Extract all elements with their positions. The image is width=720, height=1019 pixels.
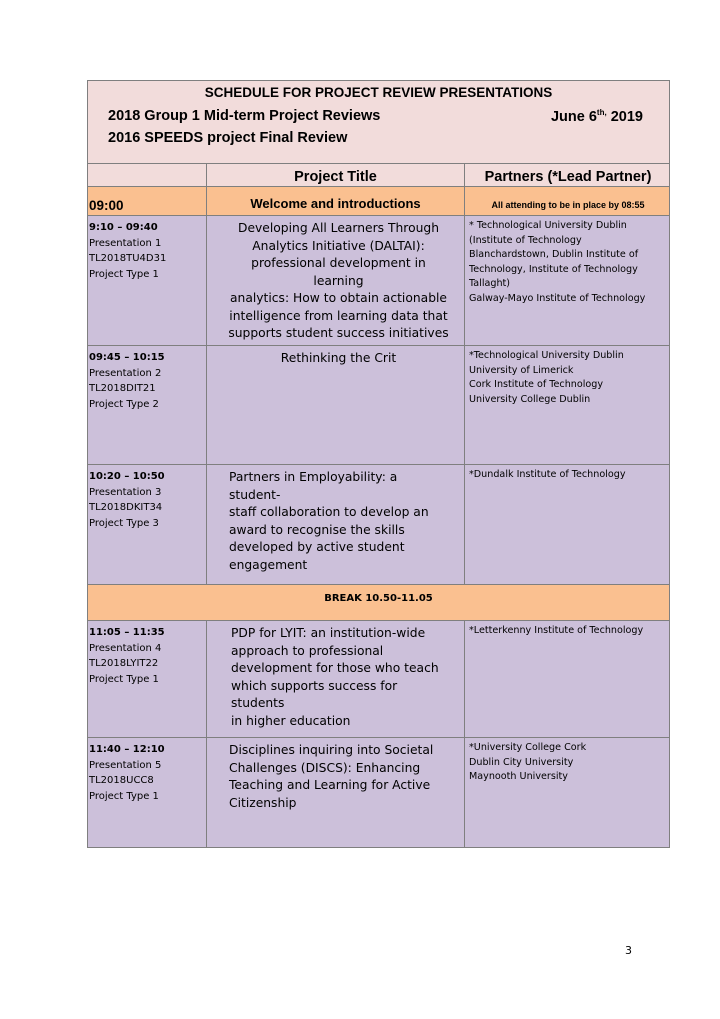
presentation-meta [89,742,165,804]
presentation-row [87,738,670,848]
project-type: Project Type 2 [89,398,159,410]
project-title: PDP for LYIT: an institution-wide approach to professional development for those who teach which supports success for students in higher education [231,626,439,728]
presentation-number: Presentation 2 [89,367,162,379]
project-title: Disciplines inquiring into Societal Challenges (DISCS): Enhancing Teaching and Learning for Active Citizenship [229,743,434,810]
presentation-number: Presentation 4 [89,642,162,654]
welcome-time: 09:00 [89,198,124,213]
presentation-time: 10:20 – 10:50 [89,471,165,482]
project-code: TL2018LYIT22 [89,658,159,669]
presentation-number: Presentation 5 [89,759,162,771]
project-type: Project Type 1 [89,268,159,280]
schedule-table [87,80,670,848]
project-partners: *University College Cork Dublin City University Maynooth University [469,742,587,782]
project-partners: *Technological University Dublin University of Limerick Cork Institute of Technology University College Dublin [469,350,624,405]
project-code: TL2018DIT21 [89,383,156,394]
column-header-partners: Partners (*Lead Partner) [484,169,652,185]
project-title: Partners in Employability: a student- staff collaboration to develop an award to recognise the skills developed by active student engagement [229,470,429,572]
presentation-row [87,465,670,585]
welcome-row [87,187,670,216]
attendance-note: All attending to be in place by 08:55 [491,200,645,210]
review-line-1: 2018 Group 1 Mid-term Project Reviews [108,108,381,124]
project-code: TL2018DKIT34 [89,502,163,513]
break-row [87,585,670,621]
presentation-time: 9:10 – 09:40 [89,222,158,233]
project-title: Developing All Learners Through Analytics Initiative (DALTAI): professional development in learning analytics: How to obtain actionable intelligence from learning data that supports student success initiatives [228,221,449,340]
presentation-number: Presentation 3 [89,486,162,498]
presentation-meta [89,350,165,412]
schedule-header [87,80,670,164]
project-partners: *Letterkenny Institute of Technology [469,625,644,636]
page-number: 3 [625,944,632,957]
column-header-row [87,164,670,187]
project-partners: *Dundalk Institute of Technology [469,469,626,480]
project-type: Project Type 1 [89,673,159,685]
column-header-partners-cell [465,164,671,186]
presentation-number: Presentation 1 [89,237,162,249]
project-code: TL2018TU4D31 [89,253,167,264]
presentation-meta [89,469,165,531]
presentation-row [87,346,670,465]
presentation-time: 11:05 – 11:35 [89,627,165,638]
column-header-time [88,164,207,186]
column-header-title-cell [207,164,465,186]
presentation-time: 11:40 – 12:10 [89,744,165,755]
presentation-meta [89,625,165,687]
project-code: TL2018UCC8 [89,775,154,786]
presentation-meta [89,220,166,282]
column-header-title: Project Title [294,169,377,185]
schedule-title: SCHEDULE FOR PROJECT REVIEW PRESENTATIONS [204,85,553,100]
break-label: BREAK 10.50-11.05 [324,593,433,604]
presentation-time: 09:45 – 10:15 [89,352,165,363]
project-partners: * Technological University Dublin (Institute of Technology Blanchardstown, Dublin Institute of Technology, Institute of Technology Tallaght) Galway-Mayo Institute of Technology [469,220,646,304]
project-title: Rethinking the Crit [280,351,397,365]
review-line-2: 2016 SPEEDS project Final Review [108,130,348,146]
welcome-label: Welcome and introductions [250,196,421,211]
project-type: Project Type 3 [89,517,159,529]
project-type: Project Type 1 [89,790,159,802]
presentation-row [87,621,670,738]
review-date: June $6^{th,}$ 2019 [550,108,643,125]
presentation-row [87,216,670,346]
